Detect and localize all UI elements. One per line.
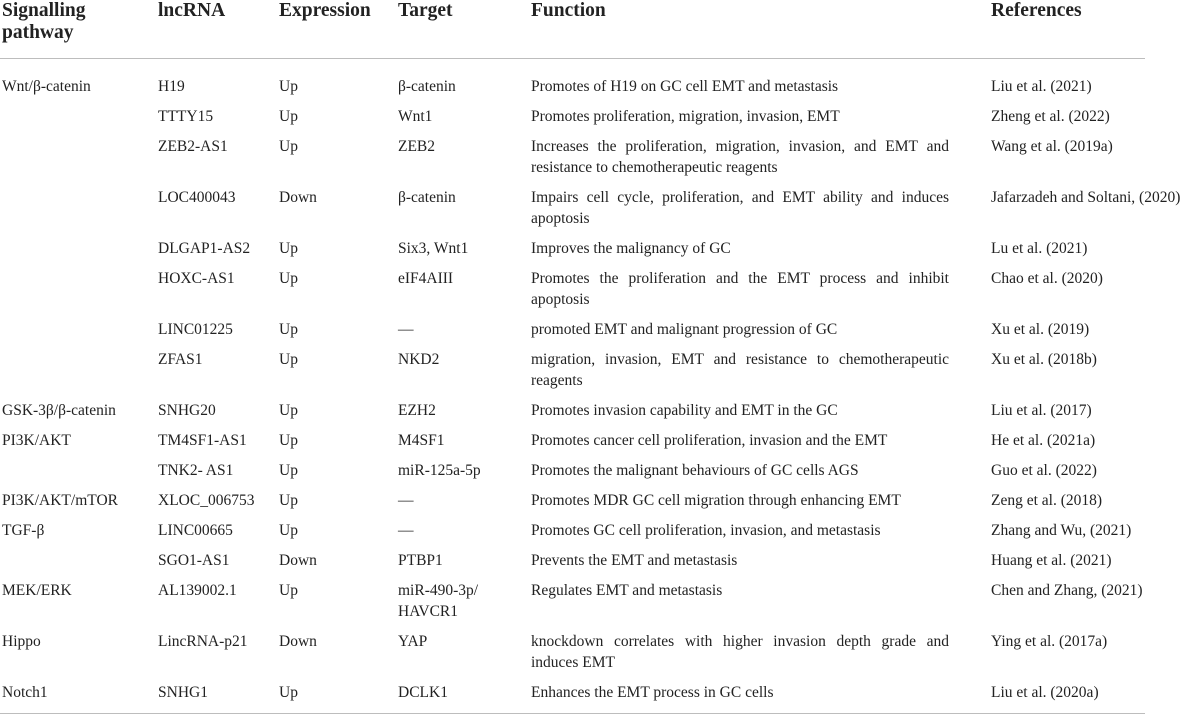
table-row — [0, 313, 1145, 343]
cell-lncrna: ZEB2-AS1 — [158, 138, 228, 155]
cell-function: Promotes GC cell proliferation, invasion, and metastasis — [531, 522, 881, 539]
cell-reference: Xu et al. (2018b) — [991, 351, 1097, 368]
cell-signalling-pathway: Wnt/β-catenin — [2, 78, 91, 95]
cell-lncrna: TNK2- AS1 — [158, 462, 234, 479]
table-row — [0, 514, 1145, 544]
cell-function: migration, invasion, EMT and resistance to chemotherapeutic reagents — [531, 351, 949, 389]
cell-reference: Jafarzadeh and Soltani, (2020) — [991, 189, 1180, 206]
cell-expression: Up — [279, 522, 298, 539]
cell-signalling-pathway: TGF-β — [2, 522, 45, 539]
cell-signalling-pathway: GSK-3β/β-catenin — [2, 402, 116, 419]
cell-expression: Up — [279, 270, 298, 287]
cell-signalling-pathway: PI3K/AKT — [2, 432, 71, 449]
cell-target: β-catenin — [398, 78, 456, 95]
table-row — [0, 181, 1145, 232]
table-row — [0, 424, 1145, 454]
cell-function: Promotes invasion capability and EMT in the GC — [531, 402, 838, 419]
cell-signalling-pathway: Notch1 — [2, 684, 48, 701]
cell-target: — — [398, 321, 414, 338]
cell-function: Increases the proliferation, migration, invasion, and EMT and resistance to chemotherapeutic reagents — [531, 138, 949, 176]
cell-function: Promotes the proliferation and the EMT process and inhibit apoptosis — [531, 270, 949, 308]
cell-reference: Wang et al. (2019a) — [991, 138, 1113, 155]
cell-lncrna: SNHG1 — [158, 684, 208, 701]
table-row — [0, 544, 1145, 574]
cell-signalling-pathway — [0, 232, 158, 262]
cell-reference: Xu et al. (2019) — [991, 321, 1090, 338]
cell-reference: Liu et al. (2020a) — [991, 684, 1099, 701]
cell-target: Six3, Wnt1 — [398, 240, 469, 257]
header-expression: Expression — [279, 0, 371, 21]
cell-function: knockdown correlates with higher invasion depth grade and induces EMT — [531, 633, 949, 671]
cell-function: Impairs cell cycle, proliferation, and EMT ability and induces apoptosis — [531, 189, 949, 227]
cell-target: miR-125a-5p — [398, 462, 481, 479]
cell-expression: Down — [279, 633, 317, 650]
table-row — [0, 394, 1145, 424]
cell-signalling-pathway — [0, 130, 158, 181]
cell-signalling-pathway — [0, 454, 158, 484]
cell-signalling-pathway: PI3K/AKT/mTOR — [2, 492, 118, 509]
cell-reference: Guo et al. (2022) — [991, 462, 1097, 479]
cell-target: NKD2 — [398, 351, 440, 368]
cell-function: Prevents the EMT and metastasis — [531, 552, 738, 569]
cell-expression: Up — [279, 321, 298, 338]
cell-target: EZH2 — [398, 402, 436, 419]
cell-target: M4SF1 — [398, 432, 445, 449]
table-header — [0, 0, 1145, 59]
cell-lncrna: SGO1-AS1 — [158, 552, 230, 569]
cell-expression: Up — [279, 582, 298, 599]
cell-function: Promotes cancer cell proliferation, invasion and the EMT — [531, 432, 888, 449]
cell-signalling-pathway — [0, 343, 158, 394]
cell-reference: Chen and Zhang, (2021) — [991, 582, 1143, 599]
cell-lncrna: AL139002.1 — [158, 582, 237, 599]
cell-lncrna: SNHG20 — [158, 402, 216, 419]
cell-lncrna: DLGAP1-AS2 — [158, 240, 251, 257]
cell-expression: Up — [279, 138, 298, 155]
cell-expression: Up — [279, 402, 298, 419]
cell-function: Promotes of H19 on GC cell EMT and metastasis — [531, 78, 839, 95]
cell-function: Promotes MDR GC cell migration through enhancing EMT — [531, 492, 901, 509]
cell-lncrna: LINC00665 — [158, 522, 233, 539]
table-row — [0, 676, 1145, 706]
cell-expression: Up — [279, 462, 298, 479]
cell-function: Enhances the EMT process in GC cells — [531, 684, 774, 701]
header-row — [0, 0, 1145, 59]
table-body — [0, 59, 1180, 707]
cell-function: Regulates EMT and metastasis — [531, 582, 723, 599]
cell-target: miR-490-3p/ HAVCR1 — [398, 582, 479, 620]
cell-reference: Huang et al. (2021) — [991, 552, 1112, 569]
cell-target: — — [398, 522, 414, 539]
cell-expression: Up — [279, 78, 298, 95]
cell-function: Promotes proliferation, migration, invasion, EMT — [531, 108, 840, 125]
cell-target: YAP — [398, 633, 428, 650]
table-row — [0, 100, 1145, 130]
header-signalling-pathway: Signalling pathway — [2, 0, 86, 43]
cell-expression: Down — [279, 552, 317, 569]
cell-signalling-pathway: MEK/ERK — [2, 582, 72, 599]
cell-expression: Up — [279, 684, 298, 701]
cell-expression: Up — [279, 432, 298, 449]
cell-reference: Zhang and Wu, (2021) — [991, 522, 1132, 539]
table-row — [0, 454, 1145, 484]
cell-target: DCLK1 — [398, 684, 448, 701]
table-row — [0, 59, 1145, 101]
cell-expression: Up — [279, 108, 298, 125]
header-target: Target — [398, 0, 453, 21]
cell-expression: Up — [279, 351, 298, 368]
header-references: References — [991, 0, 1082, 21]
cell-reference: He et al. (2021a) — [991, 432, 1096, 449]
table-row — [0, 484, 1145, 514]
cell-reference: Ying et al. (2017a) — [991, 633, 1108, 650]
cell-lncrna: LINC01225 — [158, 321, 233, 338]
cell-signalling-pathway — [0, 313, 158, 343]
cell-target: β-catenin — [398, 189, 456, 206]
cell-expression: Down — [279, 189, 317, 206]
cell-target: — — [398, 492, 414, 509]
cell-reference: Lu et al. (2021) — [991, 240, 1088, 257]
cell-lncrna: XLOC_006753 — [158, 492, 255, 509]
table-row — [0, 232, 1145, 262]
cell-expression: Up — [279, 240, 298, 257]
cell-reference: Zeng et al. (2018) — [991, 492, 1103, 509]
table-row — [0, 130, 1145, 181]
table-row — [0, 574, 1145, 625]
cell-reference: Zheng et al. (2022) — [991, 108, 1110, 125]
bottom-rule — [0, 713, 1145, 714]
cell-lncrna: LOC400043 — [158, 189, 236, 206]
table-row — [0, 343, 1145, 394]
table-row — [0, 262, 1145, 313]
cell-signalling-pathway: Hippo — [2, 633, 41, 650]
cell-function: promoted EMT and malignant progression of GC — [531, 321, 838, 338]
cell-lncrna: TM4SF1-AS1 — [158, 432, 247, 449]
header-lncrna: lncRNA — [158, 0, 226, 21]
cell-reference: Liu et al. (2017) — [991, 402, 1092, 419]
cell-target: Wnt1 — [398, 108, 433, 125]
header-function: Function — [531, 0, 606, 21]
cell-lncrna: LincRNA-p21 — [158, 633, 248, 650]
cell-lncrna: H19 — [158, 78, 185, 95]
cell-lncrna: TTTY15 — [158, 108, 214, 125]
table-row — [0, 625, 1145, 676]
cell-reference: Chao et al. (2020) — [991, 270, 1103, 287]
cell-lncrna: ZFAS1 — [158, 351, 203, 368]
cell-target: ZEB2 — [398, 138, 436, 155]
cell-function: Improves the malignancy of GC — [531, 240, 731, 257]
cell-expression: Up — [279, 492, 298, 509]
cell-signalling-pathway — [0, 262, 158, 313]
cell-lncrna: HOXC-AS1 — [158, 270, 235, 287]
cell-signalling-pathway — [0, 544, 158, 574]
cell-target: eIF4AIII — [398, 270, 454, 287]
cell-reference: Liu et al. (2021) — [991, 78, 1092, 95]
cell-signalling-pathway — [0, 100, 158, 130]
cell-function: Promotes the malignant behaviours of GC cells AGS — [531, 462, 859, 479]
cell-target: PTBP1 — [398, 552, 443, 569]
cell-signalling-pathway — [0, 181, 158, 232]
